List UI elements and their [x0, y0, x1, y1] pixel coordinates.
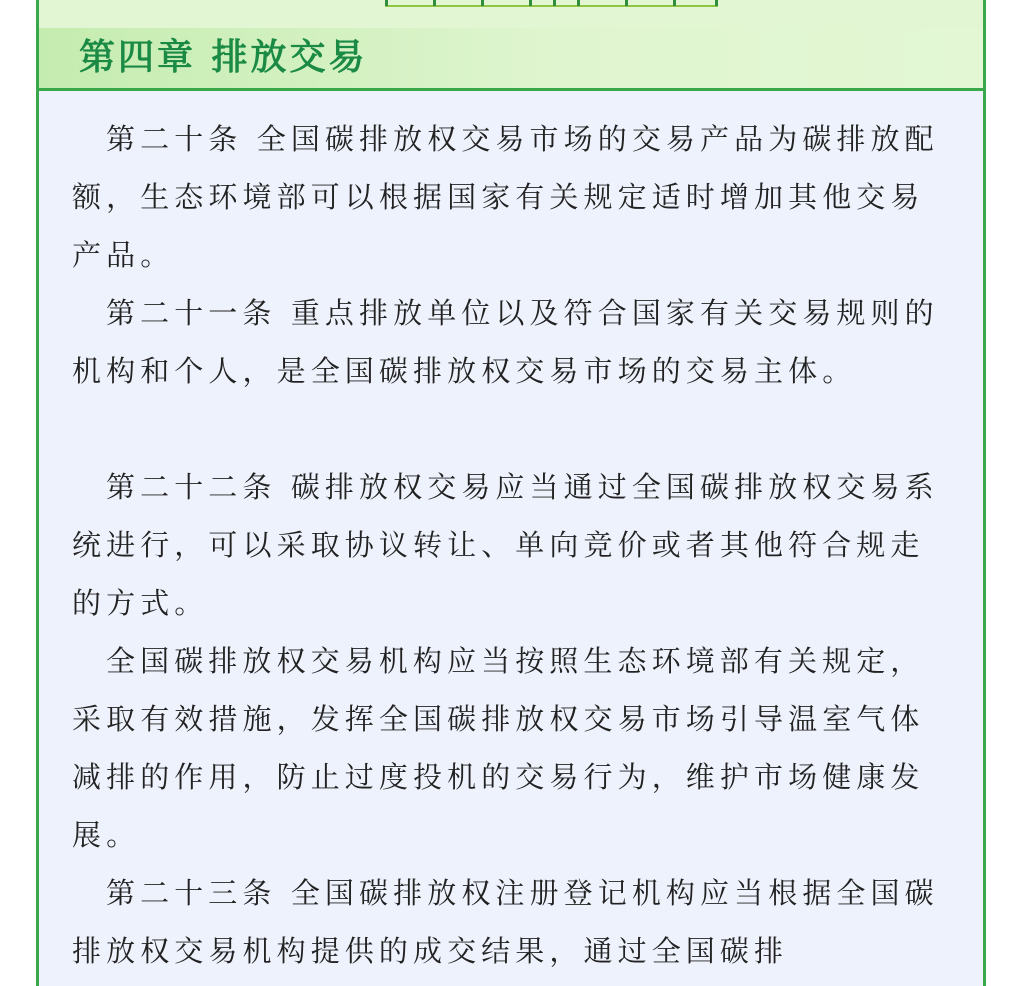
article-23-paragraph: 第二十三条 全国碳排放权注册登记机构应当根据全国碳排放权交易机构提供的成交结果，通过全国碳排 — [72, 876, 939, 968]
trading-institution-paragraph: 全国碳排放权交易机构应当按照生态环境部有关规定，采取有效措施，发挥全国碳排放权交易市场引导温室气体减排的作用，防止过度投机的交易行为，维护市场健康发展。 — [72, 644, 925, 852]
top-ornament — [385, 0, 718, 7]
chapter-content — [36, 88, 986, 986]
chapter-header — [36, 28, 986, 88]
top-decoration-strip — [36, 0, 986, 28]
chapter-title: 第四章 排放交易 — [79, 37, 368, 78]
article-21-paragraph: 第二十一条 重点排放单位以及符合国家有关交易规则的机构和个人，是全国碳排放权交易市场的交易主体。 — [72, 296, 939, 388]
article-20-paragraph: 第二十条 全国碳排放权交易市场的交易产品为碳排放配额，生态环境部可以根据国家有关规定适时增加其他交易产品。 — [72, 122, 939, 272]
article-22-paragraph: 第二十二条 碳排放权交易应当通过全国碳排放权交易系统进行，可以采取协议转让、单向竞价或者其他符合规走的方式。 — [72, 470, 939, 620]
